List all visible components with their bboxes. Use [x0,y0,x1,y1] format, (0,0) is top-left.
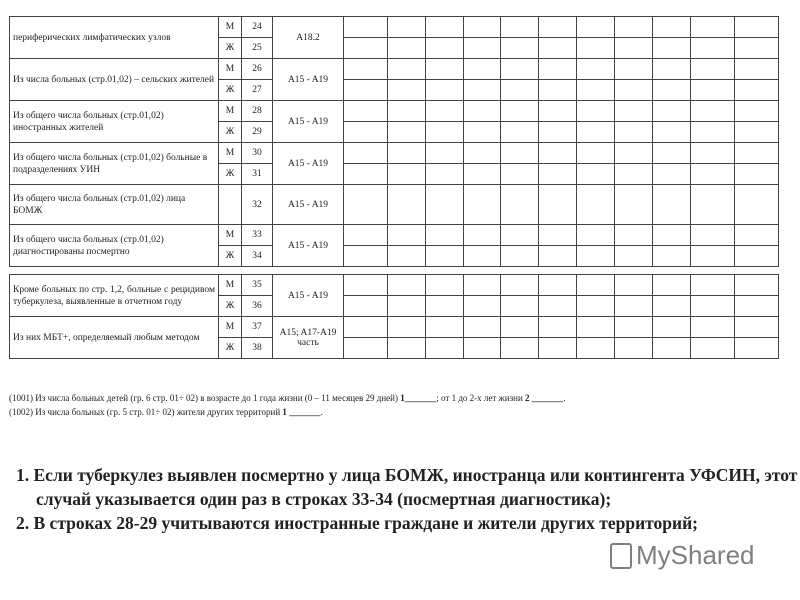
data-cell[interactable] [653,80,691,101]
icd-code: A15 - A19 [273,59,344,101]
data-cell[interactable] [388,246,426,267]
data-cell[interactable] [653,122,691,143]
data-cell[interactable] [577,164,615,185]
data-cell[interactable] [464,225,501,246]
data-cell[interactable] [464,296,501,317]
data-cell[interactable] [615,317,653,338]
row-label: Из общего числа больных (стр.01,02) больные в подразделениях УИН [10,143,219,185]
data-cell[interactable] [426,185,464,225]
data-cell[interactable] [501,17,539,38]
data-cell[interactable] [426,38,464,59]
sex-cell: Ж [219,296,242,317]
data-cell[interactable] [539,275,577,296]
data-cell[interactable] [691,317,735,338]
sex-cell: Ж [219,38,242,59]
data-cell[interactable] [615,122,653,143]
data-cell[interactable] [653,275,691,296]
data-cell[interactable] [539,338,577,359]
data-cell[interactable] [388,38,426,59]
row-number: 24 [242,17,273,38]
data-cell[interactable] [464,246,501,267]
icd-code: A15 - A19 [273,185,344,225]
data-cell[interactable] [735,143,779,164]
data-cell[interactable] [426,101,464,122]
data-cell[interactable] [735,80,779,101]
data-cell[interactable] [501,101,539,122]
data-cell[interactable] [691,101,735,122]
row-number: 32 [242,185,273,225]
row-label: Из них МБТ+, определяемый любым методом [10,317,219,359]
data-cell[interactable] [735,246,779,267]
sex-cell: М [219,317,242,338]
sex-cell: Ж [219,246,242,267]
data-cell[interactable] [464,317,501,338]
data-cell[interactable] [615,164,653,185]
data-cell[interactable] [577,338,615,359]
data-cell[interactable] [426,317,464,338]
data-cell[interactable] [344,122,388,143]
data-cell[interactable] [615,246,653,267]
data-cell[interactable] [691,17,735,38]
data-cell[interactable] [426,275,464,296]
icd-code: A15; A17-A19 часть [273,317,344,359]
data-cell[interactable] [344,246,388,267]
data-cell[interactable] [735,17,779,38]
data-cell[interactable] [539,164,577,185]
data-cell[interactable] [344,38,388,59]
data-cell[interactable] [464,338,501,359]
data-cell[interactable] [464,275,501,296]
data-cell[interactable] [577,59,615,80]
data-cell[interactable] [388,122,426,143]
icd-code: A15 - A19 [273,225,344,267]
data-cell[interactable] [388,317,426,338]
data-cell[interactable] [691,59,735,80]
row-number: 26 [242,59,273,80]
row-number: 38 [242,338,273,359]
data-cell[interactable] [735,164,779,185]
data-cell[interactable] [464,101,501,122]
data-cell[interactable] [501,38,539,59]
data-cell[interactable] [344,275,388,296]
data-cell[interactable] [539,17,577,38]
data-cell[interactable] [344,185,388,225]
data-cell[interactable] [344,164,388,185]
data-cell[interactable] [577,80,615,101]
sex-cell [219,185,242,225]
data-cell[interactable] [464,59,501,80]
data-cell[interactable] [426,296,464,317]
data-cell[interactable] [539,225,577,246]
data-cell[interactable] [735,122,779,143]
data-cell[interactable] [501,143,539,164]
data-cell[interactable] [426,164,464,185]
row-number: 27 [242,80,273,101]
data-cell[interactable] [691,338,735,359]
table-row [10,17,779,38]
sex-cell: Ж [219,164,242,185]
data-cell[interactable] [577,185,615,225]
data-cell[interactable] [653,59,691,80]
data-cell[interactable] [653,317,691,338]
row-label: Кроме больных по стр. 1,2, больные с рецидивом туберкулеза, выявленные в отчетном году [10,275,219,317]
data-cell[interactable] [501,122,539,143]
data-cell[interactable] [388,225,426,246]
data-cell[interactable] [344,80,388,101]
data-cell[interactable] [653,164,691,185]
row-number: 35 [242,275,273,296]
data-cell[interactable] [501,296,539,317]
data-cell[interactable] [577,143,615,164]
data-cell[interactable] [615,101,653,122]
data-cell[interactable] [735,225,779,246]
data-cell[interactable] [539,122,577,143]
data-cell[interactable] [615,38,653,59]
data-cell[interactable] [464,143,501,164]
data-cell[interactable] [539,38,577,59]
data-cell[interactable] [426,338,464,359]
sex-cell: Ж [219,122,242,143]
data-cell[interactable] [615,275,653,296]
data-cell[interactable] [577,101,615,122]
data-cell[interactable] [653,101,691,122]
data-cell[interactable] [388,101,426,122]
data-cell[interactable] [735,317,779,338]
icd-code: A15 - A19 [273,101,344,143]
sex-cell: Ж [219,80,242,101]
data-cell[interactable] [577,275,615,296]
data-cell[interactable] [691,225,735,246]
data-cell[interactable] [344,59,388,80]
data-cell[interactable] [464,185,501,225]
data-cell[interactable] [539,296,577,317]
data-cell[interactable] [426,17,464,38]
data-cell[interactable] [501,317,539,338]
data-cell[interactable] [388,338,426,359]
data-cell[interactable] [388,59,426,80]
row-label: периферических лимфатических узлов [10,17,219,59]
note-item: 1. Если туберкулез выявлен посмертно у лица БОМЖ, иностранца или контингента УФСИН, этот случай указывается один раз в строках 33-34 (посмертная диагностика); [16,465,798,509]
data-cell[interactable] [615,17,653,38]
data-cell[interactable] [539,246,577,267]
data-cell[interactable] [653,17,691,38]
row-number: 28 [242,101,273,122]
data-cell[interactable] [501,59,539,80]
data-cell[interactable] [426,122,464,143]
data-cell[interactable] [735,338,779,359]
data-cell[interactable] [501,275,539,296]
data-cell[interactable] [344,317,388,338]
report-table-1 [9,16,779,267]
data-cell[interactable] [691,246,735,267]
data-cell[interactable] [577,225,615,246]
data-cell[interactable] [539,143,577,164]
note-item: 2. В строках 28-29 учитываются иностранные граждане и жители других территорий; [16,513,699,533]
data-cell[interactable] [464,17,501,38]
row-label: Из общего числа больных (стр.01,02) лица БОМЖ [10,185,219,225]
data-cell[interactable] [615,59,653,80]
data-cell[interactable] [426,59,464,80]
data-cell[interactable] [615,225,653,246]
icd-code: A15 - A19 [273,143,344,185]
row-number: 33 [242,225,273,246]
footnotes [9,391,566,419]
notes-list [16,463,800,535]
footnote-1001: (1001) Из числа больных детей (гр. 6 стр. 01÷ 02) в возрасте до 1 года жизни (0 – 11 месяцев 29 дней) 1_______; от 1 до 2-х лет жизни 2 _______. [9,393,566,403]
data-cell[interactable] [388,17,426,38]
data-cell[interactable] [577,17,615,38]
data-cell[interactable] [691,122,735,143]
data-cell[interactable] [501,338,539,359]
table-row [10,185,779,225]
data-cell[interactable] [388,80,426,101]
data-cell[interactable] [344,17,388,38]
row-number: 34 [242,246,273,267]
data-cell[interactable] [539,80,577,101]
icd-code: A15 - A19 [273,275,344,317]
data-cell[interactable] [464,122,501,143]
data-cell[interactable] [501,80,539,101]
data-cell[interactable] [735,185,779,225]
data-cell[interactable] [539,59,577,80]
data-cell[interactable] [426,225,464,246]
row-label: Из общего числа больных (стр.01,02) иностранных жителей [10,101,219,143]
data-cell[interactable] [344,338,388,359]
row-label: Из числа больных (стр.01,02) – сельских жителей [10,59,219,101]
table-row [10,275,779,296]
row-label: Из общего числа больных (стр.01,02) диагностированы посмертно [10,225,219,267]
row-number: 31 [242,164,273,185]
sex-cell: Ж [219,338,242,359]
data-cell[interactable] [501,246,539,267]
data-cell[interactable] [344,101,388,122]
data-cell[interactable] [501,225,539,246]
data-cell[interactable] [577,296,615,317]
table-row [10,143,779,164]
data-cell[interactable] [615,338,653,359]
data-cell[interactable] [691,185,735,225]
sex-cell: М [219,275,242,296]
data-cell[interactable] [464,80,501,101]
sex-cell: М [219,59,242,80]
data-cell[interactable] [653,225,691,246]
data-cell[interactable] [344,143,388,164]
data-cell[interactable] [501,164,539,185]
data-cell[interactable] [426,80,464,101]
row-number: 36 [242,296,273,317]
table-row [10,59,779,80]
data-cell[interactable] [735,101,779,122]
data-cell[interactable] [691,143,735,164]
data-cell[interactable] [615,296,653,317]
data-cell[interactable] [464,38,501,59]
data-cell[interactable] [735,296,779,317]
data-cell[interactable] [388,164,426,185]
data-cell[interactable] [577,38,615,59]
row-number: 37 [242,317,273,338]
data-cell[interactable] [653,38,691,59]
data-cell[interactable] [388,296,426,317]
row-number: 29 [242,122,273,143]
data-cell[interactable] [653,143,691,164]
data-cell[interactable] [691,275,735,296]
sex-cell: М [219,143,242,164]
data-cell[interactable] [653,246,691,267]
data-cell[interactable] [388,185,426,225]
sex-cell: М [219,101,242,122]
data-cell[interactable] [501,185,539,225]
data-cell[interactable] [388,143,426,164]
data-cell[interactable] [539,185,577,225]
row-number: 30 [242,143,273,164]
data-cell[interactable] [577,317,615,338]
data-cell[interactable] [735,38,779,59]
data-cell[interactable] [426,143,464,164]
row-number: 25 [242,38,273,59]
data-cell[interactable] [577,246,615,267]
table-row [10,225,779,246]
report-table-2 [9,274,779,359]
sex-cell: М [219,17,242,38]
data-cell[interactable] [464,164,501,185]
watermark: MyShared [610,540,755,571]
footnote-1002: (1002) Из числа больных (гр. 5 стр. 01÷ 02) жители других территорий 1 _______. [9,407,323,417]
presentation-board-icon [610,543,632,569]
data-cell[interactable] [653,296,691,317]
data-cell[interactable] [691,80,735,101]
data-cell[interactable] [344,296,388,317]
data-cell[interactable] [615,185,653,225]
table-row [10,317,779,338]
data-cell[interactable] [691,164,735,185]
data-cell[interactable] [653,338,691,359]
data-cell[interactable] [691,38,735,59]
data-cell[interactable] [735,59,779,80]
table-row [10,101,779,122]
data-cell[interactable] [388,275,426,296]
data-cell[interactable] [615,143,653,164]
icd-code: A18.2 [273,17,344,59]
data-cell[interactable] [426,246,464,267]
data-cell[interactable] [577,122,615,143]
data-cell[interactable] [615,80,653,101]
data-cell[interactable] [539,101,577,122]
sex-cell: М [219,225,242,246]
data-cell[interactable] [539,317,577,338]
data-cell[interactable] [344,225,388,246]
data-cell[interactable] [735,275,779,296]
data-cell[interactable] [691,296,735,317]
data-cell[interactable] [653,185,691,225]
